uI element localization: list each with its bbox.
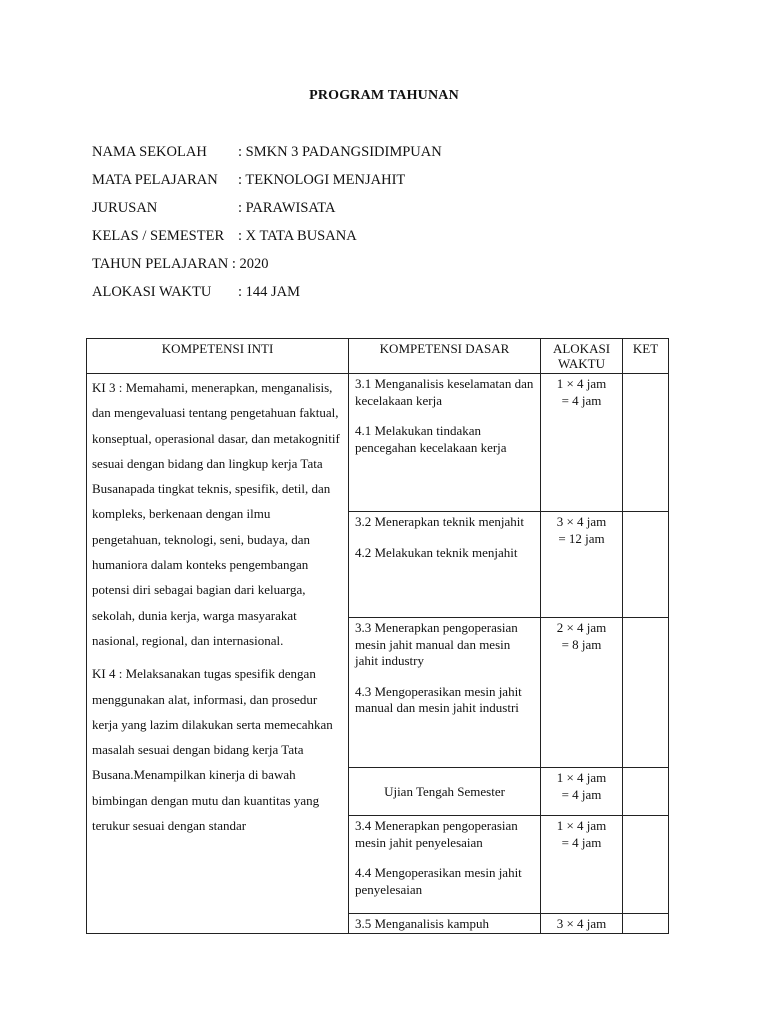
ki-cell: [87, 374, 349, 934]
ket-cell: [623, 512, 669, 618]
aw-cell: [541, 768, 623, 816]
header-ki: KOMPETENSI INTI: [87, 339, 349, 374]
header-ket: KET: [623, 339, 669, 374]
info-label: ALOKASI WAKTU: [92, 284, 212, 300]
table-row: [87, 374, 669, 512]
kd-cell: [349, 914, 541, 934]
kd-cell: [349, 512, 541, 618]
info-value: : PARAWISATA: [238, 200, 336, 216]
kd-text: 3.3 Menerapkan pengoperasian mesin jahit manual dan mesin jahit industry: [355, 620, 518, 668]
kd-text: 4.2 Melakukan teknik menjahit: [355, 544, 518, 560]
info-value: : TEKNOLOGI MENJAHIT: [238, 172, 406, 188]
kd-text: 3.5 Menganalisis kampuh: [355, 916, 489, 931]
kd-text: 4.1 Melakukan tindakan pencegahan kecelakaan kerja: [355, 423, 507, 455]
ket-cell: [623, 768, 669, 816]
info-label: TAHUN PELAJARAN: [92, 256, 229, 272]
aw-cell: [541, 816, 623, 914]
aw-text: 3 × 4 jam: [556, 514, 607, 529]
competency-table: [86, 338, 669, 934]
aw-text: = 8 jam: [561, 636, 602, 652]
page-title: PROGRAM TAHUNAN: [309, 88, 459, 103]
header-kd: KOMPETENSI DASAR: [349, 339, 541, 374]
info-label: JURUSAN: [92, 200, 158, 216]
aw-text: = 4 jam: [561, 392, 602, 408]
kd-text: 3.2 Menerapkan teknik menjahit: [355, 514, 524, 529]
info-value: : 2020: [231, 256, 269, 272]
aw-cell: [541, 512, 623, 618]
ki4-text: KI 4 : Melaksanakan tugas spesifik dengan menggunakan alat, informasi, dan prosedur kerja yang lazim dilakukan serta memecahkan masalah sesuai dengan bidang kerja Tata Busana.Menampilkan kinerja di bawah bimbingan dengan mutu dan kuantitas yang terukur sesuai dengan standar: [92, 666, 333, 834]
kd-text: 4.4 Mengoperasikan mesin jahit penyelesaian: [355, 865, 522, 897]
aw-cell: [541, 618, 623, 768]
aw-text: = 4 jam: [561, 834, 602, 850]
aw-cell: [541, 374, 623, 512]
aw-cell: [541, 914, 623, 934]
ki3-text: KI 3 : Memahami, menerapkan, menganalisis, dan mengevaluasi tentang pengetahuan faktual, konseptual, operasional dasar, dan metakognitif sesuai dengan bidang dan lingkup kerja Tata Busanapada tingkat teknis, spesifik, detil, dan kompleks, berkenaan dengan ilmu pengetahuan, teknologi, seni, budaya, dan humaniora dalam konteks pengembangan potensi diri sebagai bagian dari keluarga, sekolah, dunia kerja, warga masyarakat nasional, regional, dan internasional.: [92, 380, 340, 648]
info-label: KELAS / SEMESTER: [92, 228, 225, 244]
table-header-row: [87, 339, 669, 374]
info-row-subject: [92, 170, 442, 198]
kd-cell: [349, 374, 541, 512]
info-label: NAMA SEKOLAH: [92, 144, 207, 160]
ket-cell: [623, 816, 669, 914]
school-info: [92, 142, 442, 310]
header-aw: ALOKASI WAKTU: [541, 339, 623, 374]
info-value: : X TATA BUSANA: [238, 228, 357, 244]
kd-text: 3.4 Menerapkan pengoperasian mesin jahit penyelesaian: [355, 818, 518, 850]
kd-cell: [349, 618, 541, 768]
kd-cell: [349, 816, 541, 914]
aw-text: 2 × 4 jam: [556, 620, 607, 635]
aw-text: = 4 jam: [561, 786, 602, 802]
ket-cell: [623, 914, 669, 934]
info-value: : SMKN 3 PADANGSIDIMPUAN: [238, 144, 442, 160]
ket-cell: [623, 618, 669, 768]
aw-text: 1 × 4 jam: [556, 818, 607, 833]
info-row-major: [92, 198, 442, 226]
kd-text: 3.1 Menganalisis keselamatan dan kecelakaan kerja: [355, 376, 534, 408]
info-row-class: [92, 226, 442, 254]
kd-text: 4.3 Mengoperasikan mesin jahit manual dan mesin jahit industri: [355, 683, 522, 715]
kd-cell: [349, 768, 541, 816]
aw-text: 3 × 4 jam: [556, 916, 607, 931]
info-row-time: [92, 282, 442, 310]
info-row-year: [92, 254, 442, 282]
info-value: : 144 JAM: [238, 284, 301, 300]
aw-text: = 12 jam: [558, 530, 605, 546]
ket-cell: [623, 374, 669, 512]
info-row-school: [92, 142, 442, 170]
aw-text: 1 × 4 jam: [556, 376, 607, 391]
kd-text: Ujian Tengah Semester: [384, 784, 505, 800]
info-label: MATA PELAJARAN: [92, 172, 218, 188]
aw-text: 1 × 4 jam: [556, 770, 607, 785]
